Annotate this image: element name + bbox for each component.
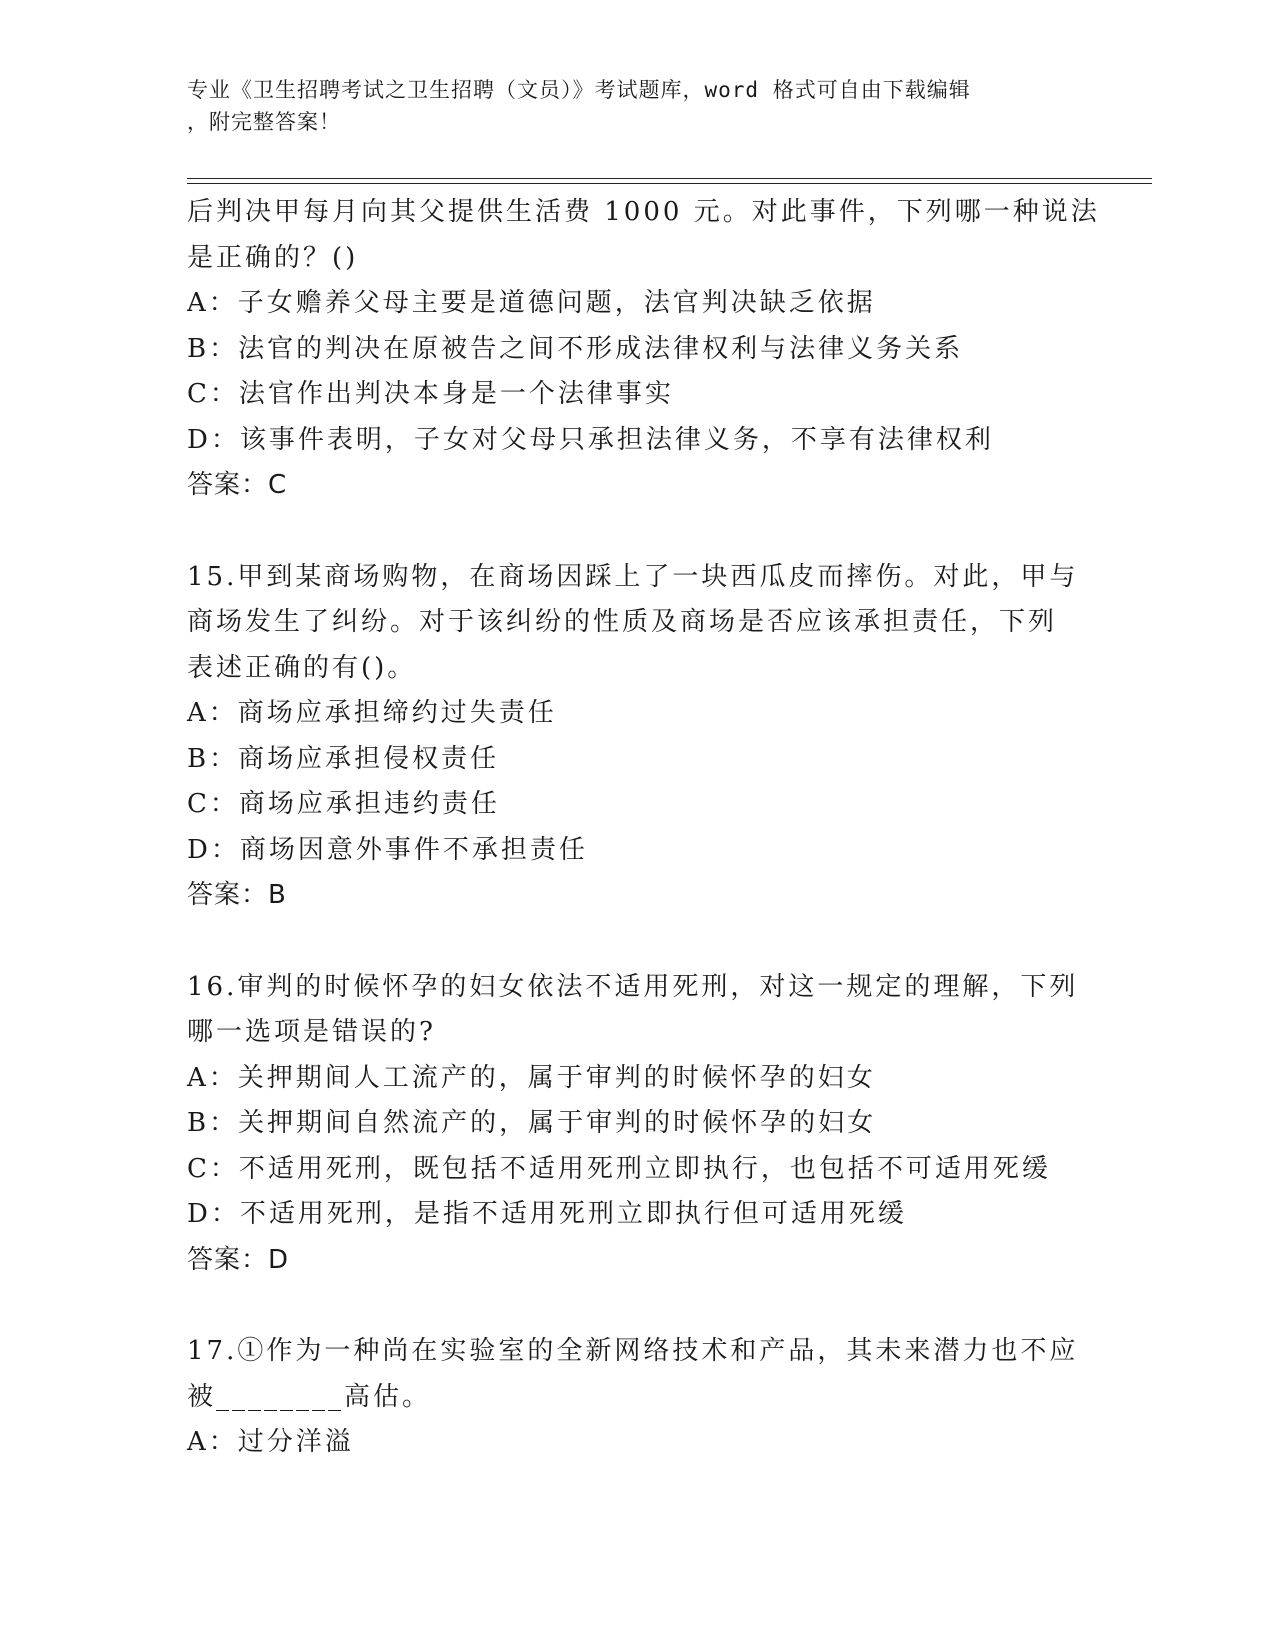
option-c: C：商场应承担违约责任 [187, 789, 500, 819]
question-gap [187, 509, 1087, 555]
option-d: D：商场因意外事件不承担责任 [187, 834, 588, 865]
question-stem-line: 16.审判的时候怀孕的妇女依法不适用死刑，对这一规定的理解，下列 [187, 971, 1079, 1002]
answer-line: 答案：D [187, 1244, 290, 1275]
question-stem-line: 哪一选项是错误的? [187, 1017, 436, 1047]
question-14 [187, 190, 1100, 509]
header-divider-top [187, 178, 1152, 179]
question-stem-line: 是正确的？() [187, 242, 359, 273]
question-stem-line: 表述正确的有()。 [187, 652, 417, 683]
document-header [187, 74, 1067, 138]
question-stem-line: 商场发生了纠纷。对于该纠纷的性质及商场是否应该承担责任，下列 [187, 607, 1058, 637]
option-c: C：法官作出判决本身是一个法律事实 [187, 379, 674, 409]
question-17 [187, 1329, 1087, 1466]
option-d: D：不适用死刑，是指不适用死刑立即执行但可适用死缓 [187, 1199, 907, 1229]
option-b: B：法官的判决在原被告之间不形成法律权利与法律义务关系 [187, 333, 964, 364]
option-a: A：商场应承担缔约过失责任 [187, 698, 557, 728]
header-line-1: 专业《卫生招聘考试之卫生招聘（文员）》考试题库，word 格式可自由下载编辑 [187, 78, 971, 102]
question-stem-line: 后判决甲每月向其父提供生活费 1000 元。对此事件，下列哪一种说法 [187, 197, 1100, 227]
header-line-2: ，附完整答案！ [187, 110, 341, 134]
option-a: A：子女赡养父母主要是道德问题，法官判决缺乏依据 [187, 288, 876, 318]
question-body [187, 190, 1100, 1466]
option-c: C：不适用死刑，既包括不适用死刑立即执行，也包括不可适用死缓 [187, 1153, 1051, 1184]
option-b: B：关押期间自然流产的，属于审判的时候怀孕的妇女 [187, 1108, 877, 1138]
answer-line: 答案：B [187, 880, 287, 910]
option-a: A：关押期间人工流产的，属于审判的时候怀孕的妇女 [187, 1062, 876, 1093]
question-16 [187, 965, 1087, 1284]
question-gap [187, 919, 1087, 965]
question-stem-line: 17.①作为一种尚在实验室的全新网络技术和产品，其未来潜力也不应 [187, 1336, 1079, 1366]
option-b: B：商场应承担侵权责任 [187, 743, 500, 774]
question-stem-line: 15.甲到某商场购物，在商场因踩上了一块西瓜皮而摔伤。对此，甲与 [187, 561, 1079, 592]
answer-line: 答案：C [187, 470, 288, 500]
question-gap [187, 1283, 1087, 1329]
option-d: D：该事件表明，子女对父母只承担法律义务，不享有法律权利 [187, 424, 994, 455]
option-a: A：过分洋溢 [187, 1427, 354, 1457]
question-15 [187, 555, 1087, 919]
header-divider-bottom [187, 183, 1152, 184]
question-stem-line: 被________高估。 [187, 1381, 432, 1412]
